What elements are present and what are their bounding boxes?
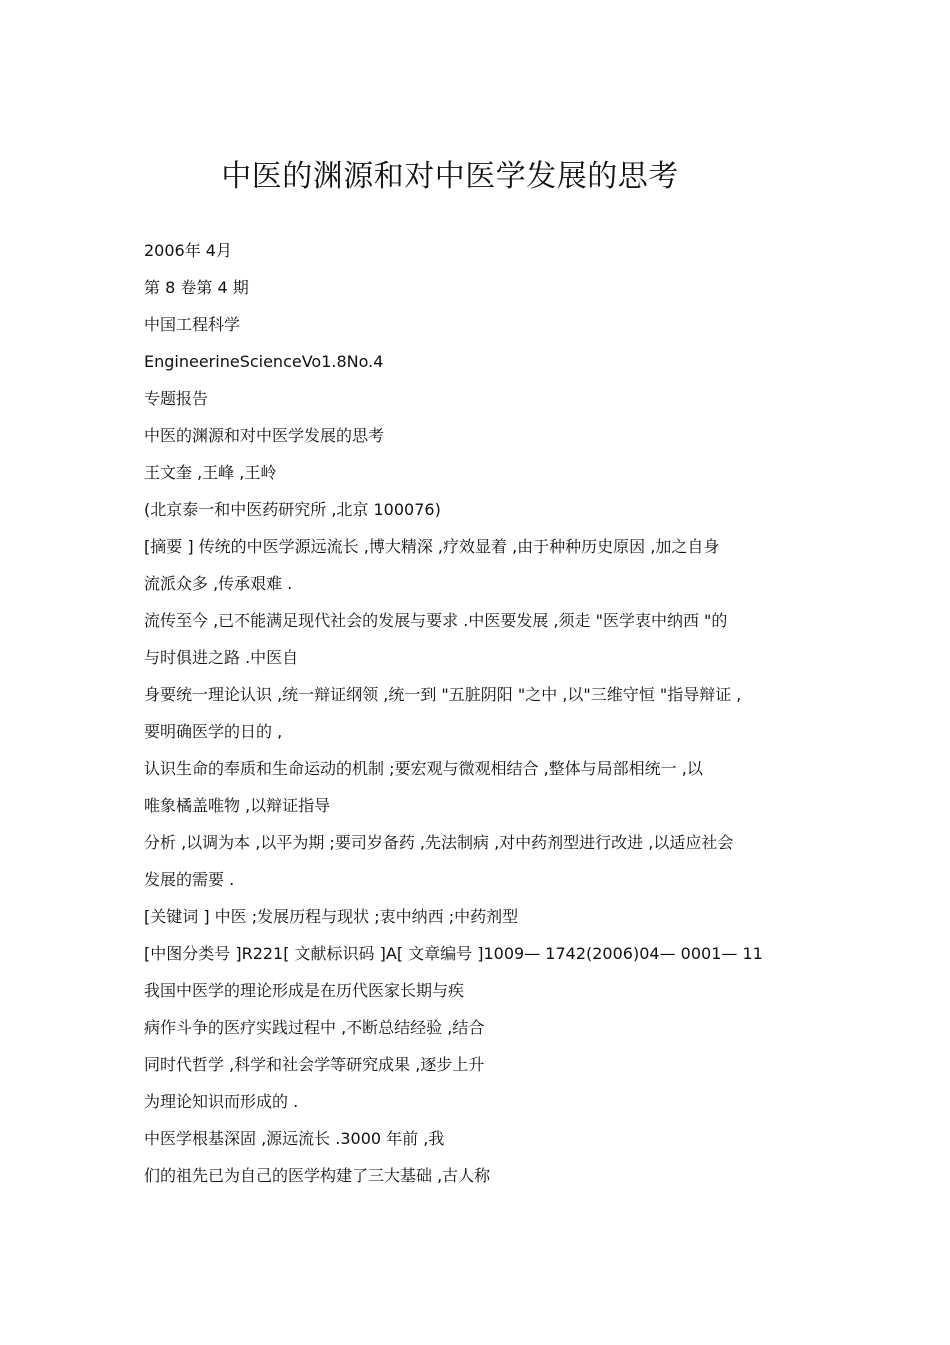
volume-issue: 第 8 卷第 4 期 — [144, 278, 249, 297]
keywords: [关键词 ] 中医 ;发展历程与现状 ;衷中纳西 ;中药剂型 — [144, 907, 519, 926]
publication-date: 2006年 4月 — [144, 241, 232, 260]
abstract-line: 与时俱进之路 .中医自 — [144, 648, 299, 667]
document-body — [144, 232, 824, 1194]
journal-name: 中国工程科学 — [144, 315, 241, 334]
body-paragraph-line: 中医学根基深固 ,源远流长 .3000 年前 ,我 — [144, 1129, 445, 1148]
journal-name-english: EngineerineScienceVo1.8No.4 — [144, 352, 384, 371]
section-label: 专题报告 — [144, 389, 209, 408]
body-paragraph-line: 我国中医学的理论形成是在历代医家长期与疾 — [144, 981, 465, 1000]
abstract-line: 要明确医学的日的 , — [144, 722, 283, 741]
body-paragraph-line: 病作斗争的医疗实践过程中 ,不断总结经验 ,结合 — [144, 1018, 485, 1037]
article-title: 中医的渊源和对中医学发展的思考 — [144, 426, 385, 445]
classification-info: [中图分类号 ]R221[ 文献标识码 ]A[ 文章编号 ]1009— 1742(2006)04— 0001— 11 — [144, 944, 763, 963]
authors: 王文奎 ,王峰 ,王岭 — [144, 463, 277, 482]
page-title: 中医的渊源和对中医学发展的思考 — [221, 159, 679, 194]
abstract-line: 流派众多 ,传承艰难 . — [144, 574, 293, 593]
abstract-line: 唯象橘盖唯物 ,以辩证指导 — [144, 796, 331, 815]
body-paragraph-line: 同时代哲学 ,科学和社会学等研究成果 ,逐步上升 — [144, 1055, 485, 1074]
body-paragraph-line: 为理论知识而形成的 . — [144, 1092, 299, 1111]
body-paragraph-line: 们的祖先已为自己的医学构建了三大基础 ,古人称 — [144, 1166, 491, 1185]
affiliation: (北京泰一和中医药研究所 ,北京 100076) — [144, 500, 441, 519]
abstract-line: [摘要 ] 传统的中医学源远流长 ,博大精深 ,疗效显着 ,由于种种历史原因 ,加之自身 — [144, 537, 720, 556]
abstract-line: 身要统一理论认识 ,统一辩证纲领 ,统一到 "五脏阴阳 "之中 ,以"三维守恒 "指导辩证 , — [144, 685, 742, 704]
abstract-line: 认识生命的奉质和生命运动的机制 ;要宏观与微观相结合 ,整体与局部相统一 ,以 — [144, 759, 703, 778]
abstract-line: 流传至今 ,已不能满足现代社会的发展与要求 .中医要发展 ,须走 "医学衷中纳西 "的 — [144, 611, 728, 630]
abstract-line: 分析 ,以调为本 ,以平为期 ;要司岁备药 ,先法制病 ,对中药剂型进行改进 ,以适应社会 — [144, 833, 734, 852]
abstract-line: 发展的需要 . — [144, 870, 235, 889]
